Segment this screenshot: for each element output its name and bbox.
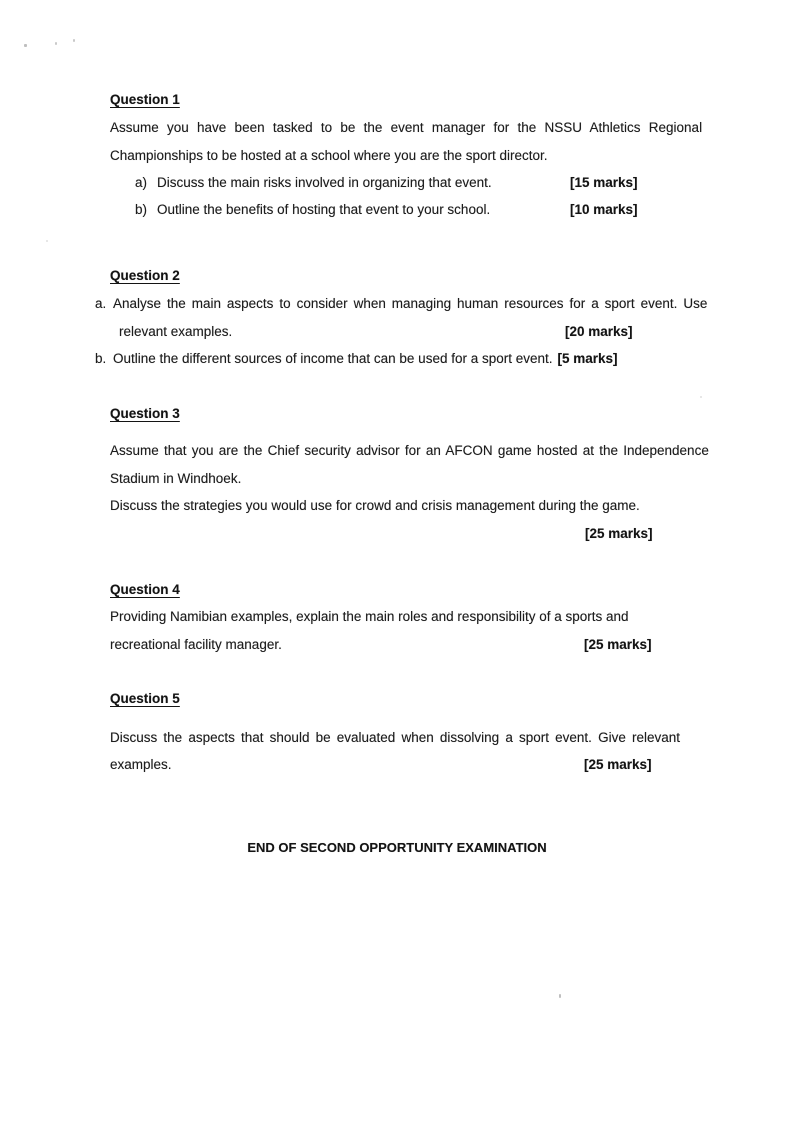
item-label: a) [135,175,148,190]
item-text: relevant examples. [119,324,233,339]
question-1-intro-line-1: Assume you have been tasked to be the event manager for the NSSU Athletics Regional [110,120,703,135]
item-text: Analyse the main aspects to consider when managing human resources for a sport event. Use [113,296,708,311]
item-label: b) [135,202,148,217]
question-2-heading [110,262,180,290]
question-5-line-2 [110,751,652,779]
scan-artifact [24,44,27,47]
end-of-examination-note: END OF SECOND OPPORTUNITY EXAMINATION [247,840,547,855]
question-1-item-a [135,169,638,197]
question-4-heading-text: Question 4 [110,582,180,597]
question-2-item-a-line-2 [119,318,633,346]
marks-allocation: [5 marks] [557,351,618,366]
question-2-item-b [95,345,618,373]
question-4-line-2 [110,631,652,659]
marks-allocation: [25 marks] [584,757,652,772]
scan-artifact [46,240,48,242]
question-5-heading-text: Question 5 [110,691,180,706]
question-3-line-1: Assume that you are the Chief security advisor for an AFCON game hosted at the Independence [110,443,709,458]
question-5-heading [110,685,180,713]
item-label: b. [95,351,107,366]
question-1-heading-text: Question 1 [110,92,180,107]
scan-artifact [73,39,75,42]
marks-allocation: [25 marks] [584,637,652,652]
question-1-item-b [135,196,638,224]
question-2-heading-text: Question 2 [110,268,180,283]
marks-allocation: [20 marks] [565,324,633,339]
question-3-line-2: Stadium in Windhoek. [110,471,242,486]
scan-artifact [559,994,561,998]
item-text: Outline the different sources of income that can be used for a sport event. [113,351,553,366]
item-text: Outline the benefits of hosting that event to your school. [157,202,491,217]
question-3-heading-text: Question 3 [110,406,180,421]
marks-allocation: [10 marks] [570,202,638,217]
question-3-heading [110,400,180,428]
question-1-intro-line-2: Championships to be hosted at a school where you are the sport director. [110,148,548,163]
question-text: examples. [110,757,172,772]
question-2-item-a-line-1 [95,290,708,318]
question-text: recreational facility manager. [110,637,282,652]
marks-allocation: [25 marks] [585,526,653,541]
question-4-heading [110,576,180,604]
marks-allocation: [15 marks] [570,175,638,190]
question-5-line-1: Discuss the aspects that should be evaluated when dissolving a sport event. Give relevant [110,730,681,745]
question-3-line-3: Discuss the strategies you would use for crowd and crisis management during the game. [110,498,640,513]
item-label: a. [95,296,107,311]
question-4-line-1: Providing Namibian examples, explain the main roles and responsibility of a sports and [110,609,629,624]
scan-artifact [55,42,57,45]
question-1-heading [110,86,180,114]
item-text: Discuss the main risks involved in organizing that event. [157,175,492,190]
scan-artifact [700,396,702,398]
